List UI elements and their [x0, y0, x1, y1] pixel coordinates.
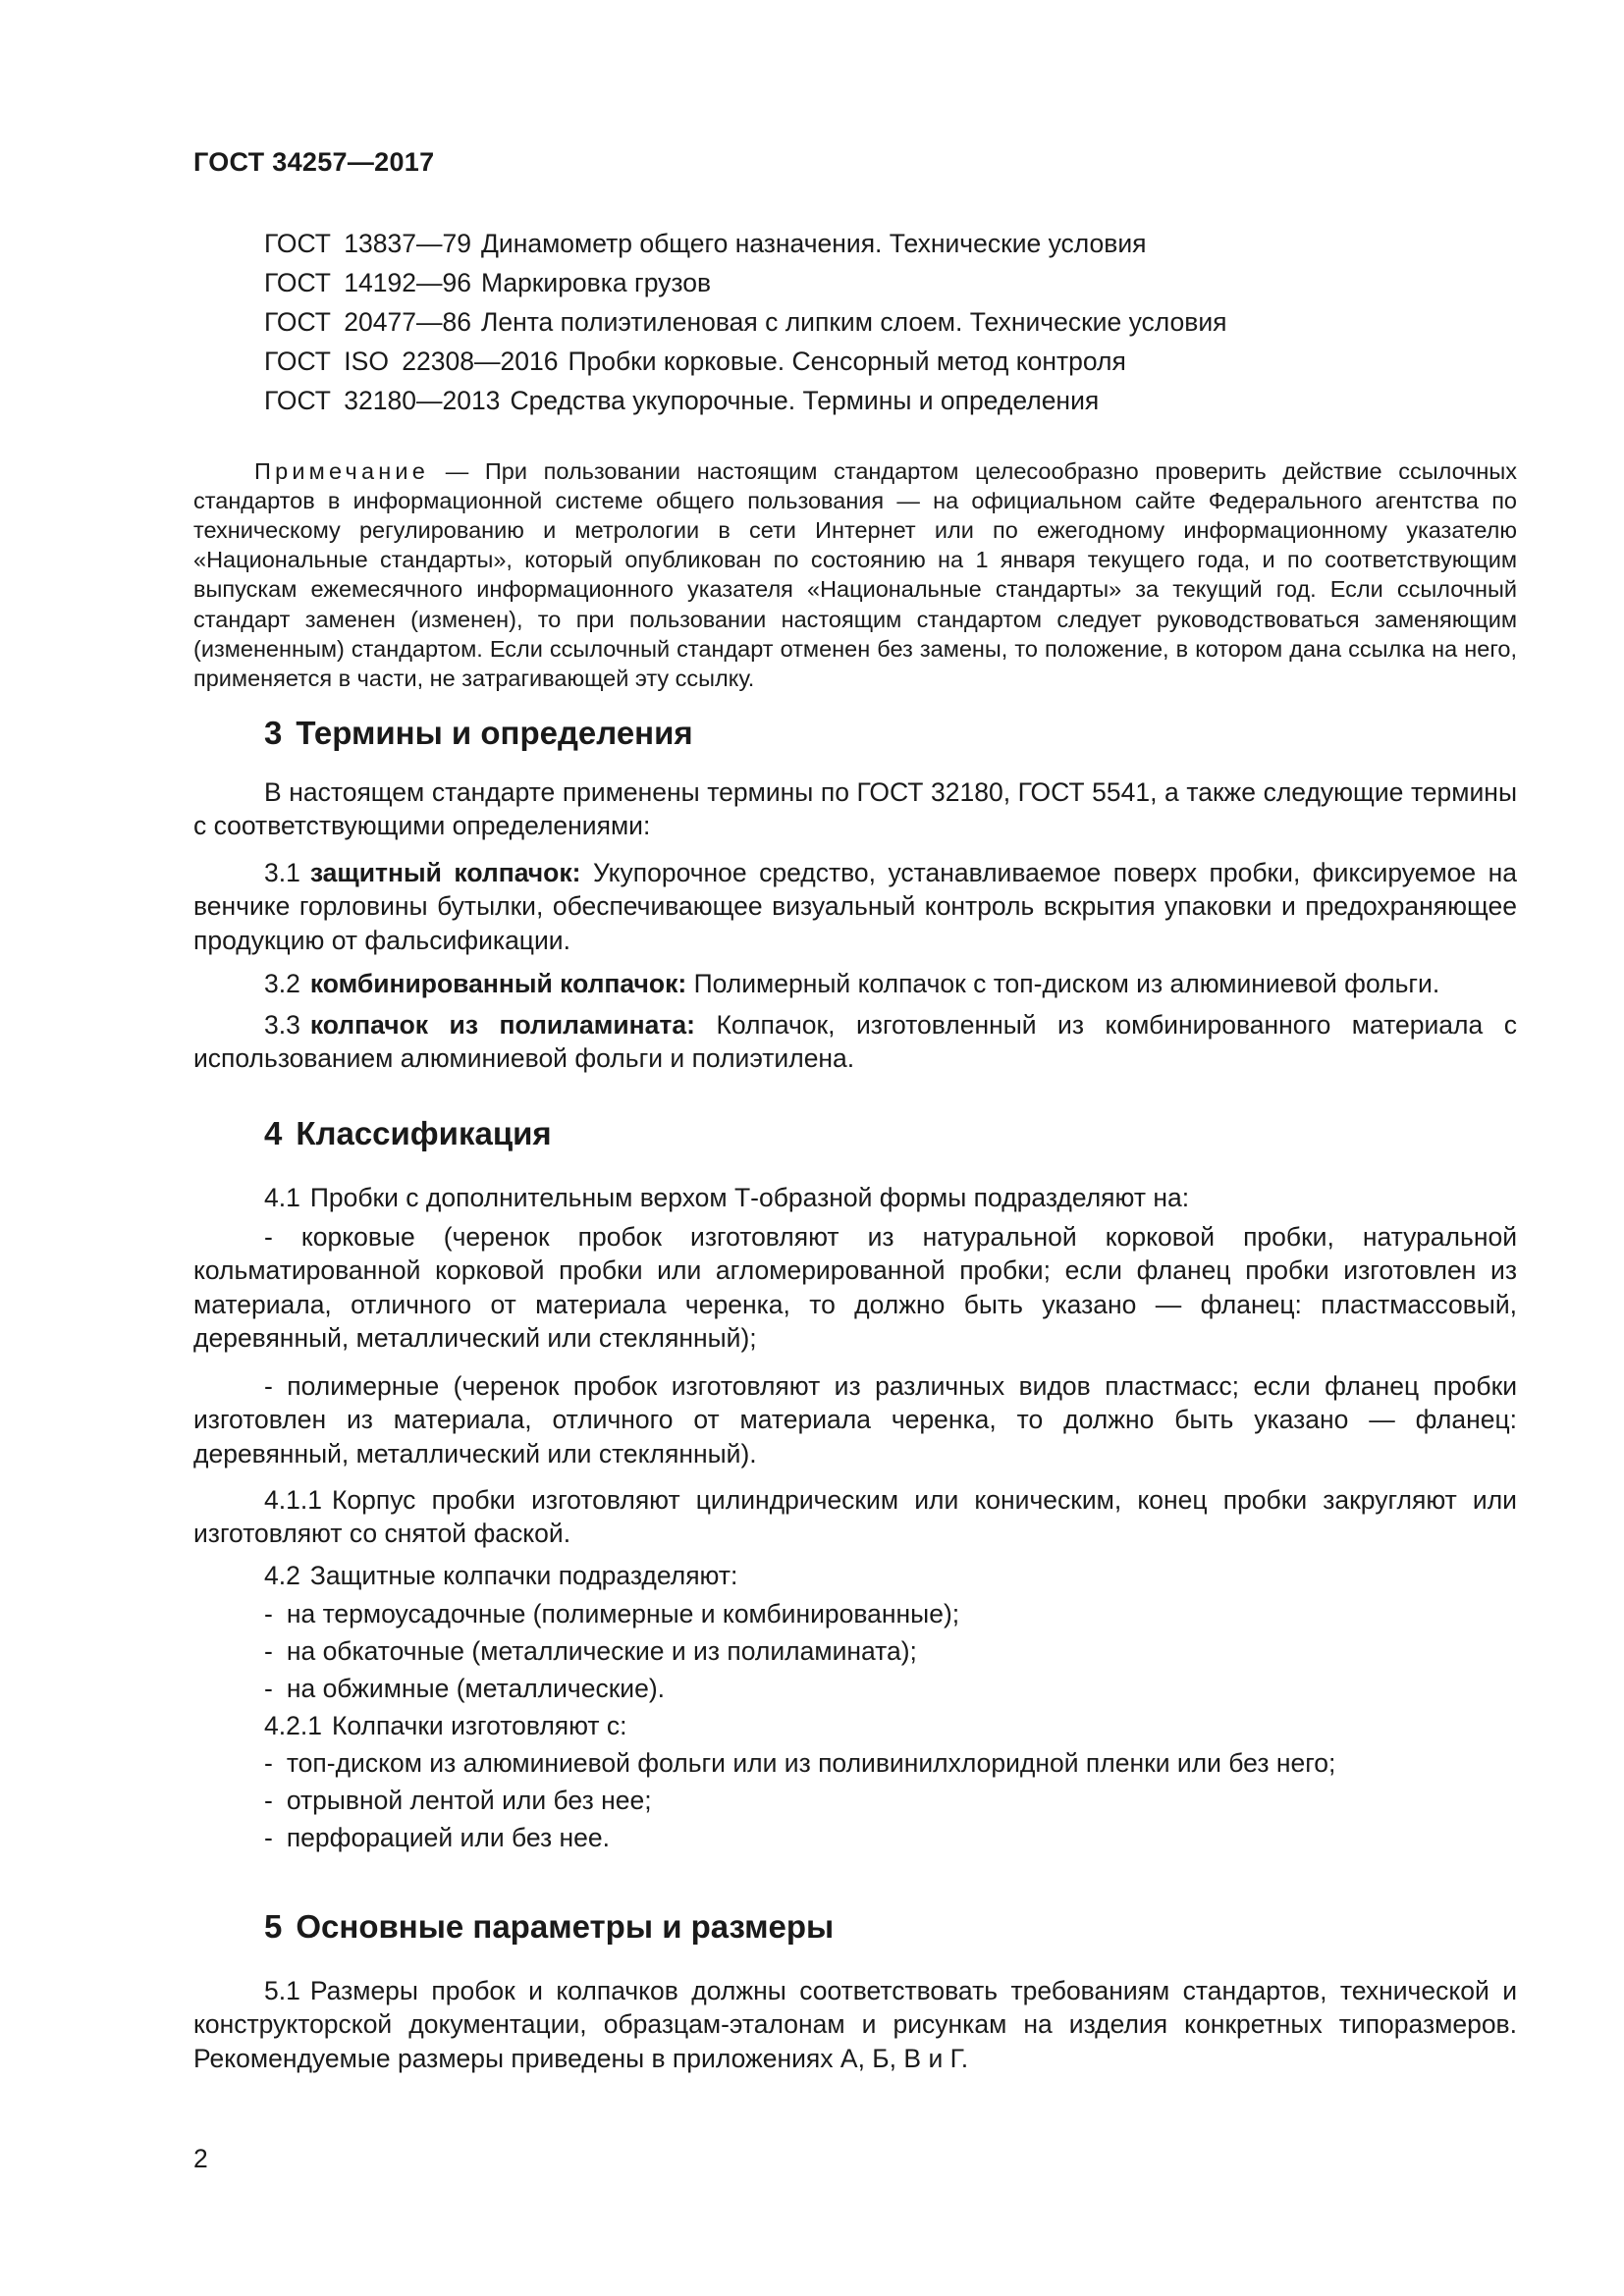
clause-number: 4.1.1 — [264, 1485, 322, 1515]
term-name: защитный колпачок: — [309, 858, 581, 887]
list-dash: - — [264, 1823, 273, 1852]
clause-4-2-1 — [193, 1709, 1517, 1742]
reference-title: Динамометр общего назначения. Технические условия — [480, 229, 1147, 258]
clause-text: Защитные колпачки подразделяют: — [309, 1561, 738, 1590]
reference-code: ГОСТ 20477—86 — [264, 307, 471, 337]
term-definition: Укупорочное средство, устанавливаемое поверх пробки, фиксируемое на венчике горловины бутылки, обеспечивающее визуальный контроль вскрытия упаковки и предохраняющее продукцию от фальсификации. — [193, 858, 1518, 955]
section-title: Классификация — [296, 1115, 552, 1151]
term-name: колпачок из полиламината: — [309, 1010, 695, 1040]
list-item-text: перфорацией или без нее. — [286, 1823, 611, 1852]
section-5-heading — [264, 1908, 834, 1946]
term-3-2 — [193, 967, 1517, 1000]
list-dash: - — [264, 1599, 273, 1629]
list-item-text: на термоусадочные (полимерные и комбинированные); — [286, 1599, 960, 1629]
section-title: Основные параметры и размеры — [296, 1908, 835, 1945]
list-item-text: на обжимные (металлические). — [286, 1674, 666, 1703]
reference-code: ГОСТ ISO 22308—2016 — [264, 347, 559, 376]
list-item-text: на обкаточные (металлические и из полиламината); — [286, 1636, 917, 1666]
section-3-intro: В настоящем стандарте применены термины по ГОСТ 32180, ГОСТ 5541, а также следующие термины с соответствующими определениями: — [193, 777, 1517, 841]
list-item-text: отрывной лентой или без нее; — [286, 1786, 652, 1815]
term-name: комбинированный колпачок: — [309, 969, 687, 998]
reference-item — [264, 263, 1227, 302]
term-3-3 — [193, 1008, 1517, 1076]
section-title: Термины и определения — [296, 715, 693, 751]
term-3-1 — [193, 856, 1517, 957]
reference-title: Средства укупорочные. Термины и определения — [510, 386, 1100, 415]
cap-type-item — [264, 1672, 665, 1705]
clause-number: 4.1 — [264, 1183, 300, 1212]
polymer-stoppers-item: - полимерные (черенок пробок изготовляют из различных видов пластмасс; если фланец пробки изготовлен из материала, отличного от материала черенка, то должно быть указано — фланец: деревянный, металлический или стеклянный). — [193, 1371, 1517, 1468]
clause-number: 5.1 — [264, 1976, 300, 2005]
list-dash: - — [264, 1636, 273, 1666]
cap-type-item — [264, 1597, 959, 1630]
reference-item — [264, 342, 1227, 381]
clause-text: Размеры пробок и колпачков должны соответствовать требованиям стандартов, технической и конструкторской документации, образцам-эталонам и рисункам на изделия конкретных типоразмеров. Рекомендуемые размеры приведены в приложениях А, Б, В и Г. — [193, 1976, 1517, 2073]
note-text: — При пользовании настоящим стандартом целесообразно проверить действие ссылочных стандартов в информационной системе общего пользования — на официальном сайте Федерального агентства по техническому регулированию и метрологии в сети Интернет или по ежегодному информационному указателю «Национальные стандарты», который опубликован по состоянию на 1 января текущего года, и по соответствующим выпускам ежемесячного информационного указателя «Национальные стандарты» за текущий год. Если ссылочный стандарт заменен (изменен), то при пользовании настоящим стандартом следует руководствоваться заменяющим (измененным) стандартом. Если ссылочный стандарт отменен без замены, то положение, в котором дана ссылка на него, применяется в части, не затрагивающей эту ссылку. — [193, 457, 1517, 691]
clause-text: Корпус пробки изготовляют цилиндрическим или коническим, конец пробки закругляют или изготовляют со снятой фаской. — [193, 1485, 1517, 1549]
cap-option-item — [264, 1746, 1335, 1780]
clause-4-1 — [193, 1181, 1517, 1214]
list-dash: - — [264, 1748, 273, 1778]
reference-item — [264, 224, 1227, 263]
cap-type-item — [264, 1634, 917, 1668]
list-dash: - — [264, 1786, 273, 1815]
cap-option-item — [264, 1784, 652, 1817]
section-3-heading — [264, 715, 693, 752]
cap-option-item — [264, 1821, 610, 1854]
clause-number: 3.1 — [264, 858, 300, 887]
page-number: 2 — [193, 2144, 208, 2173]
note-paragraph — [193, 456, 1517, 694]
reference-code: ГОСТ 14192—96 — [264, 268, 471, 297]
clause-number: 3.2 — [264, 969, 300, 998]
list-item-text: топ-диском из алюминиевой фольги или из поливинилхлоридной пленки или без него; — [286, 1748, 1336, 1778]
clause-4-1-1 — [193, 1483, 1517, 1551]
term-definition: Колпачок, изготовленный из комбинированного материала с использованием алюминиевой фольги и полиэтилена. — [193, 1010, 1517, 1074]
clause-text: Пробки с дополнительным верхом Т-образной формы подразделяют на: — [309, 1183, 1190, 1212]
reference-code: ГОСТ 32180—2013 — [264, 386, 501, 415]
clause-4-2 — [193, 1559, 1517, 1592]
reference-code: ГОСТ 13837—79 — [264, 229, 471, 258]
reference-title: Пробки корковые. Сенсорный метод контроля — [568, 347, 1126, 376]
note-label: Примечание — [254, 457, 430, 484]
term-definition: Полимерный колпачок с топ-диском из алюминиевой фольги. — [693, 969, 1440, 998]
section-number: 3 — [264, 715, 283, 751]
document-header: ГОСТ 34257—2017 — [193, 147, 435, 177]
reference-list — [264, 224, 1227, 420]
reference-title: Маркировка грузов — [480, 268, 712, 297]
section-4-heading — [264, 1115, 552, 1152]
reference-item — [264, 381, 1227, 420]
reference-title: Лента полиэтиленовая с липким слоем. Технические условия — [480, 307, 1227, 337]
cork-stoppers-item: - корковые (черенок пробок изготовляют из натуральной корковой пробки, натуральной кольматированной корковой пробки или агломерированной пробки; если фланец пробки изготовлен из материала, отличного от материала черенка, то должно быть указано — фланец: пластмассовый, деревянный, металлический или стеклянный); — [193, 1222, 1517, 1353]
section-number: 4 — [264, 1115, 283, 1151]
clause-number: 4.2.1 — [264, 1711, 322, 1740]
clause-text: Колпачки изготовляют с: — [331, 1711, 627, 1740]
clause-number: 3.3 — [264, 1010, 300, 1040]
clause-5-1 — [193, 1974, 1517, 2075]
section-number: 5 — [264, 1908, 283, 1945]
reference-item — [264, 302, 1227, 342]
list-dash: - — [264, 1674, 273, 1703]
clause-number: 4.2 — [264, 1561, 300, 1590]
